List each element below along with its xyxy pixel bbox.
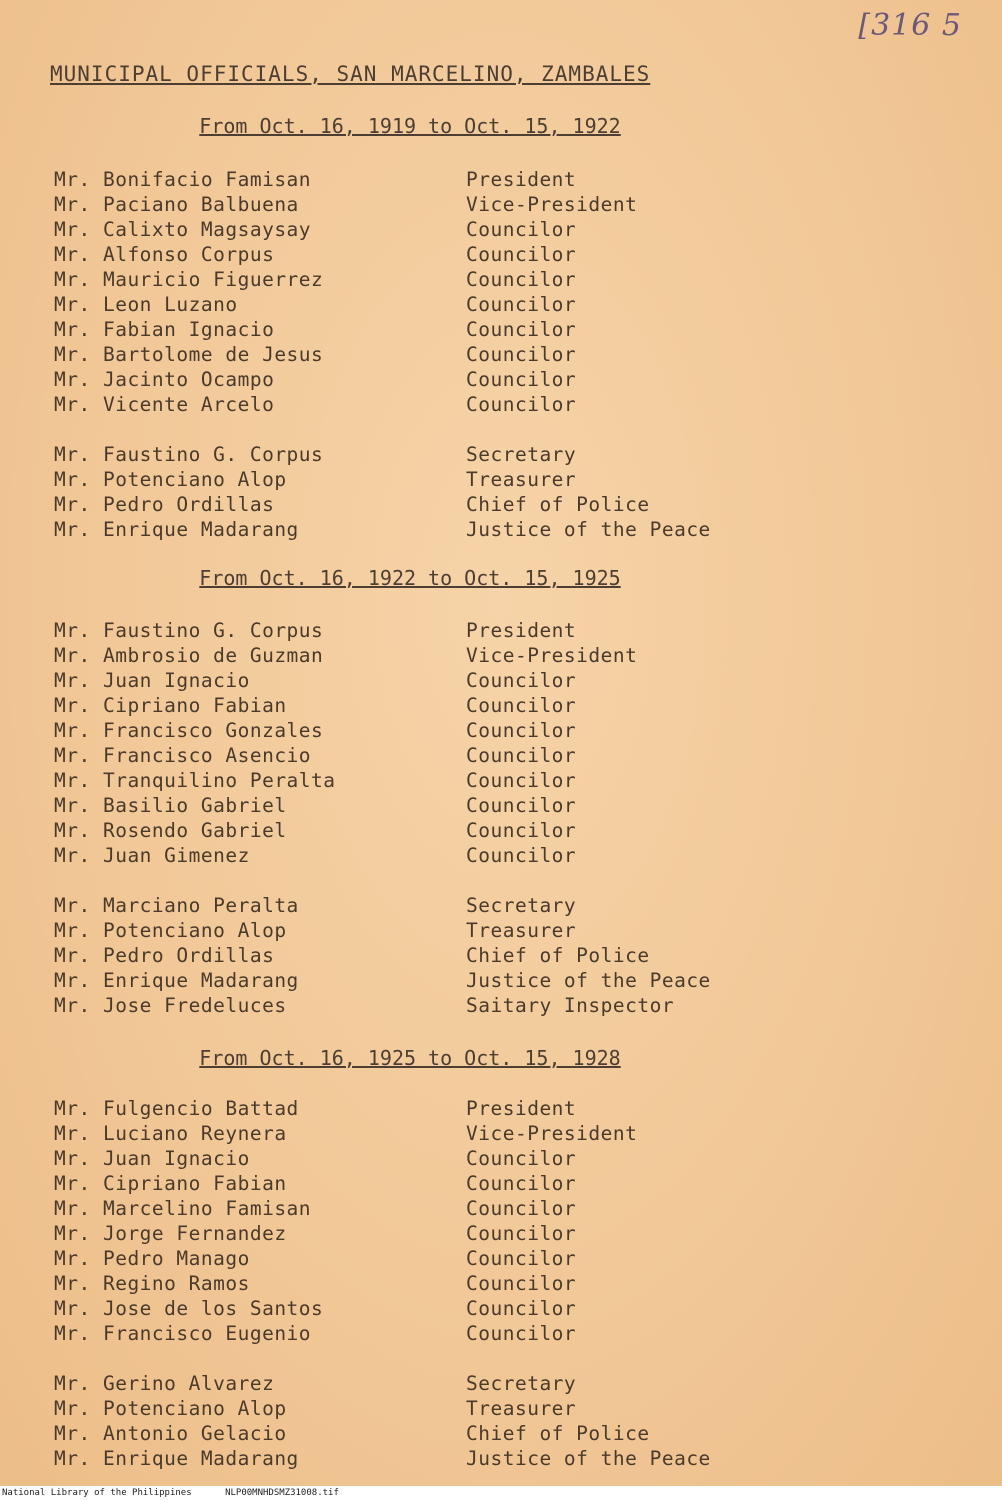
official-position: Vice-President xyxy=(466,193,638,216)
official-name: Mr. Enrique Madarang xyxy=(54,1447,299,1470)
official-position: President xyxy=(466,1097,577,1120)
official-row xyxy=(0,843,1002,868)
official-name: Mr. Potenciano Alop xyxy=(54,919,287,942)
official-position: Councilor xyxy=(466,343,577,366)
official-row xyxy=(0,893,1002,918)
official-position: President xyxy=(466,168,577,191)
official-position: Councilor xyxy=(466,719,577,742)
officials-list xyxy=(0,167,1002,542)
official-row xyxy=(0,1421,1002,1446)
official-row xyxy=(0,217,1002,242)
official-name: Mr. Jose Fredeluces xyxy=(54,994,287,1017)
official-name: Mr. Rosendo Gabriel xyxy=(54,819,287,842)
official-position: Councilor xyxy=(466,268,577,291)
official-row xyxy=(0,442,1002,467)
official-position: Councilor xyxy=(466,1222,577,1245)
official-name: Mr. Pedro Ordillas xyxy=(54,493,275,516)
official-row xyxy=(0,1321,1002,1346)
official-row xyxy=(0,342,1002,367)
official-name: Mr. Mauricio Figuerrez xyxy=(54,268,324,291)
official-position: Justice of the Peace xyxy=(466,518,711,541)
official-position: Justice of the Peace xyxy=(466,1447,711,1470)
official-name: Mr. Gerino Alvarez xyxy=(54,1372,275,1395)
official-row xyxy=(0,267,1002,292)
official-row xyxy=(0,643,1002,668)
official-position: Saitary Inspector xyxy=(466,994,675,1017)
official-name: Mr. Cipriano Fabian xyxy=(54,694,287,717)
official-name: Mr. Basilio Gabriel xyxy=(54,794,287,817)
official-position: President xyxy=(466,619,577,642)
official-row xyxy=(0,668,1002,693)
official-name: Mr. Francisco Gonzales xyxy=(54,719,324,742)
page-title: MUNICIPAL OFFICIALS, SAN MARCELINO, ZAMBALES xyxy=(50,62,651,86)
official-name: Mr. Luciano Reynera xyxy=(54,1122,287,1145)
official-position: Councilor xyxy=(466,293,577,316)
spacer xyxy=(0,1346,1002,1371)
official-row xyxy=(0,317,1002,342)
official-name: Mr. Bonifacio Famisan xyxy=(54,168,312,191)
official-name: Mr. Fabian Ignacio xyxy=(54,318,275,341)
official-name: Mr. Potenciano Alop xyxy=(54,1397,287,1420)
official-name: Mr. Faustino G. Corpus xyxy=(54,443,324,466)
official-name: Mr. Francisco Eugenio xyxy=(54,1322,312,1345)
official-name: Mr. Calixto Magsaysay xyxy=(54,218,312,241)
official-position: Councilor xyxy=(466,1197,577,1220)
official-row xyxy=(0,968,1002,993)
official-position: Councilor xyxy=(466,769,577,792)
official-position: Treasurer xyxy=(466,919,577,942)
official-name: Mr. Juan Ignacio xyxy=(54,1147,250,1170)
official-row xyxy=(0,242,1002,267)
official-row xyxy=(0,1246,1002,1271)
official-position: Councilor xyxy=(466,1272,577,1295)
official-row xyxy=(0,1121,1002,1146)
official-name: Mr. Tranquilino Peralta xyxy=(54,769,336,792)
official-name: Mr. Jose de los Santos xyxy=(54,1297,324,1320)
spacer xyxy=(0,868,1002,893)
official-name: Mr. Enrique Madarang xyxy=(54,518,299,541)
official-position: Councilor xyxy=(466,218,577,241)
official-row xyxy=(0,1096,1002,1121)
official-name: Mr. Antonio Gelacio xyxy=(54,1422,287,1445)
official-row xyxy=(0,1446,1002,1471)
official-name: Mr. Potenciano Alop xyxy=(54,468,287,491)
official-name: Mr. Jacinto Ocampo xyxy=(54,368,275,391)
official-position: Treasurer xyxy=(466,1397,577,1420)
official-row xyxy=(0,768,1002,793)
official-position: Councilor xyxy=(466,694,577,717)
official-position: Councilor xyxy=(466,1147,577,1170)
spacer xyxy=(0,417,1002,442)
official-name: Mr. Francisco Asencio xyxy=(54,744,312,767)
officials-list xyxy=(0,1096,1002,1471)
official-position: Councilor xyxy=(466,1247,577,1270)
official-name: Mr. Ambrosio de Guzman xyxy=(54,644,324,667)
official-name: Mr. Enrique Madarang xyxy=(54,969,299,992)
official-position: Secretary xyxy=(466,894,577,917)
official-position: Chief of Police xyxy=(466,1422,650,1445)
official-row xyxy=(0,517,1002,542)
official-row xyxy=(0,918,1002,943)
official-name: Mr. Paciano Balbuena xyxy=(54,193,299,216)
official-row xyxy=(0,167,1002,192)
official-row xyxy=(0,1396,1002,1421)
period-heading: From Oct. 16, 1925 to Oct. 15, 1928 xyxy=(199,1046,621,1070)
official-position: Secretary xyxy=(466,1372,577,1395)
official-name: Mr. Marcelino Famisan xyxy=(54,1197,312,1220)
official-position: Councilor xyxy=(466,393,577,416)
official-row xyxy=(0,292,1002,317)
official-name: Mr. Faustino G. Corpus xyxy=(54,619,324,642)
official-row xyxy=(0,1371,1002,1396)
official-row xyxy=(0,993,1002,1018)
library-credit: National Library of the Philippines xyxy=(2,1488,192,1498)
official-row xyxy=(0,693,1002,718)
official-position: Councilor xyxy=(466,844,577,867)
official-position: Vice-President xyxy=(466,644,638,667)
official-name: Mr. Pedro Manago xyxy=(54,1247,250,1270)
official-row xyxy=(0,1196,1002,1221)
official-row xyxy=(0,192,1002,217)
official-row xyxy=(0,467,1002,492)
official-name: Mr. Pedro Ordillas xyxy=(54,944,275,967)
official-row xyxy=(0,1171,1002,1196)
official-name: Mr. Leon Luzano xyxy=(54,293,238,316)
official-row xyxy=(0,367,1002,392)
official-name: Mr. Juan Gimenez xyxy=(54,844,250,867)
official-row xyxy=(0,392,1002,417)
official-position: Councilor xyxy=(466,794,577,817)
official-name: Mr. Alfonso Corpus xyxy=(54,243,275,266)
official-position: Councilor xyxy=(466,1297,577,1320)
page-number: [316 5 xyxy=(858,8,962,43)
official-position: Secretary xyxy=(466,443,577,466)
official-position: Chief of Police xyxy=(466,944,650,967)
official-position: Justice of the Peace xyxy=(466,969,711,992)
official-position: Councilor xyxy=(466,1172,577,1195)
official-row xyxy=(0,1271,1002,1296)
official-row xyxy=(0,492,1002,517)
period-heading: From Oct. 16, 1919 to Oct. 15, 1922 xyxy=(199,114,621,138)
official-name: Mr. Bartolome de Jesus xyxy=(54,343,324,366)
official-name: Mr. Juan Ignacio xyxy=(54,669,250,692)
official-row xyxy=(0,718,1002,743)
official-position: Councilor xyxy=(466,318,577,341)
official-position: Treasurer xyxy=(466,468,577,491)
file-name: NLP00MNHDSMZ31008.tif xyxy=(225,1488,339,1498)
official-position: Councilor xyxy=(466,243,577,266)
official-row xyxy=(0,1146,1002,1171)
official-name: Mr. Jorge Fernandez xyxy=(54,1222,287,1245)
official-position: Councilor xyxy=(466,744,577,767)
official-row xyxy=(0,793,1002,818)
official-position: Vice-President xyxy=(466,1122,638,1145)
official-name: Mr. Cipriano Fabian xyxy=(54,1172,287,1195)
official-position: Councilor xyxy=(466,368,577,391)
official-name: Mr. Regino Ramos xyxy=(54,1272,250,1295)
scan-footer xyxy=(0,1486,1002,1500)
official-row xyxy=(0,743,1002,768)
officials-list xyxy=(0,618,1002,1018)
official-row xyxy=(0,943,1002,968)
official-position: Councilor xyxy=(466,1322,577,1345)
official-position: Chief of Police xyxy=(466,493,650,516)
official-name: Mr. Fulgencio Battad xyxy=(54,1097,299,1120)
official-name: Mr. Marciano Peralta xyxy=(54,894,299,917)
official-row xyxy=(0,1221,1002,1246)
official-row xyxy=(0,618,1002,643)
official-position: Councilor xyxy=(466,669,577,692)
official-position: Councilor xyxy=(466,819,577,842)
official-name: Mr. Vicente Arcelo xyxy=(54,393,275,416)
official-row xyxy=(0,1296,1002,1321)
official-row xyxy=(0,818,1002,843)
period-heading: From Oct. 16, 1922 to Oct. 15, 1925 xyxy=(199,566,621,590)
